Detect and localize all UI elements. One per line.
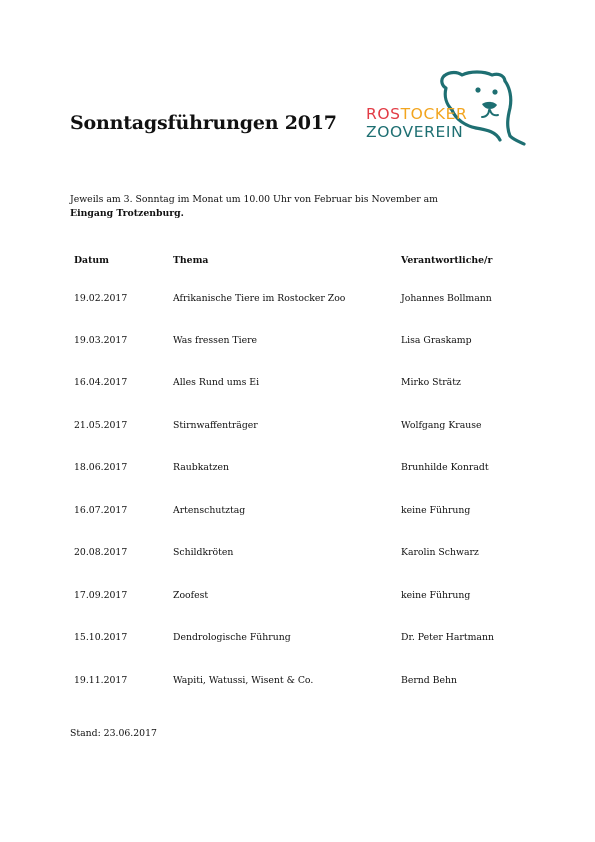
row-topic: Schildkröten bbox=[173, 547, 234, 558]
header-date: Datum bbox=[74, 255, 109, 266]
row-date: 18.06.2017 bbox=[74, 462, 128, 473]
row-person: Karolin Schwarz bbox=[401, 547, 479, 558]
row-topic: Raubkatzen bbox=[173, 462, 229, 473]
row-date: 17.09.2017 bbox=[74, 590, 128, 601]
row-date: 21.05.2017 bbox=[74, 420, 128, 431]
intro-paragraph bbox=[70, 193, 525, 221]
table-header-row bbox=[0, 254, 595, 268]
intro-text: Jeweils am 3. Sonntag im Monat um 10.00 Uhr von Februar bis November am bbox=[70, 194, 438, 205]
row-topic: Wapiti, Watussi, Wisent & Co. bbox=[173, 675, 314, 686]
row-date: 20.08.2017 bbox=[74, 547, 128, 558]
header-topic: Thema bbox=[173, 255, 209, 266]
row-topic: Stirnwaffenträger bbox=[173, 420, 258, 431]
row-person: Bernd Behn bbox=[401, 675, 457, 686]
row-date: 16.07.2017 bbox=[74, 505, 128, 516]
logo-zooverein-text: ZOOVEREIN bbox=[366, 123, 464, 141]
row-person: Brunhilde Konradt bbox=[401, 462, 489, 473]
rostocker-zooverein-logo bbox=[366, 70, 526, 146]
table-row bbox=[0, 546, 595, 560]
table-row bbox=[0, 631, 595, 645]
row-person: Mirko Strätz bbox=[401, 377, 461, 388]
row-topic: Dendrologische Führung bbox=[173, 632, 291, 643]
logo-tocker-text: TOCKER bbox=[400, 105, 468, 123]
table-row bbox=[0, 419, 595, 433]
row-person: keine Führung bbox=[401, 505, 471, 516]
logo-ros-text: ROS bbox=[366, 105, 401, 123]
row-topic: Zoofest bbox=[173, 590, 209, 601]
page-title: Sonntagsführungen 2017 bbox=[70, 112, 337, 134]
stand-date: Stand: 23.06.2017 bbox=[70, 728, 157, 739]
row-person: Lisa Graskamp bbox=[401, 335, 472, 346]
table-row bbox=[0, 461, 595, 475]
table-row bbox=[0, 674, 595, 688]
row-topic: Artenschutztag bbox=[173, 505, 246, 516]
row-topic: Afrikanische Tiere im Rostocker Zoo bbox=[173, 293, 346, 304]
row-date: 16.04.2017 bbox=[74, 377, 128, 388]
table-row bbox=[0, 504, 595, 518]
logo-rostocker-text bbox=[366, 107, 467, 123]
row-person: keine Führung bbox=[401, 590, 471, 601]
row-date: 19.11.2017 bbox=[74, 675, 128, 686]
table-row bbox=[0, 376, 595, 390]
row-topic: Alles Rund ums Ei bbox=[173, 377, 260, 388]
row-person: Dr. Peter Hartmann bbox=[401, 632, 494, 643]
table-row bbox=[0, 292, 595, 306]
row-person: Wolfgang Krause bbox=[401, 420, 482, 431]
row-date: 19.03.2017 bbox=[74, 335, 128, 346]
row-date: 19.02.2017 bbox=[74, 293, 128, 304]
row-person: Johannes Bollmann bbox=[401, 293, 492, 304]
header-person: Verantwortliche/r bbox=[401, 255, 493, 266]
table-row bbox=[0, 589, 595, 603]
intro-location: Eingang Trotzenburg. bbox=[70, 208, 184, 219]
table-row bbox=[0, 334, 595, 348]
row-date: 15.10.2017 bbox=[74, 632, 128, 643]
row-topic: Was fressen Tiere bbox=[173, 335, 258, 346]
